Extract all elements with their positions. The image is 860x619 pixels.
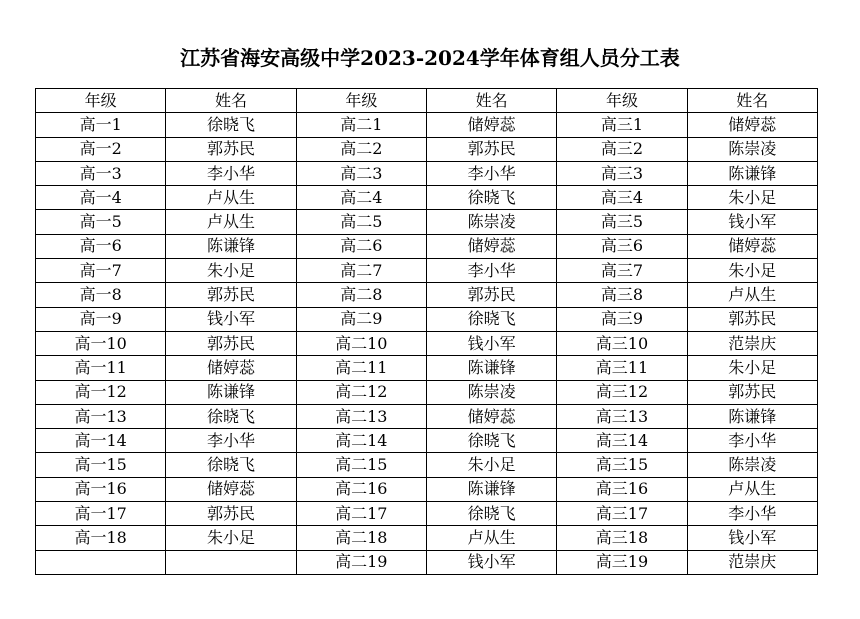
name-cell: 朱小足	[687, 186, 817, 210]
grade-cell: 高二7	[296, 259, 426, 283]
grade-cell: 高一2	[36, 137, 166, 161]
name-cell: 陈谦锋	[426, 477, 556, 501]
grade-cell: 高三14	[557, 429, 687, 453]
name-cell: 储婷蕊	[687, 234, 817, 258]
grade-cell: 高二19	[296, 550, 426, 574]
grade-cell: 高三16	[557, 477, 687, 501]
name-cell: 徐晓飞	[166, 404, 296, 428]
name-cell	[166, 550, 296, 574]
table-row	[36, 283, 818, 307]
name-cell: 郭苏民	[166, 502, 296, 526]
grade-cell: 高二11	[296, 356, 426, 380]
grade-cell: 高一3	[36, 161, 166, 185]
name-cell: 陈谦锋	[426, 356, 556, 380]
name-cell: 储婷蕊	[426, 113, 556, 137]
grade-cell: 高三19	[557, 550, 687, 574]
table-row	[36, 331, 818, 355]
table-row	[36, 550, 818, 574]
name-cell: 钱小军	[687, 526, 817, 550]
name-cell: 范崇庆	[687, 331, 817, 355]
grade-cell: 高二5	[296, 210, 426, 234]
name-cell: 朱小足	[687, 356, 817, 380]
grade-cell: 高二1	[296, 113, 426, 137]
grade-cell: 高一9	[36, 307, 166, 331]
name-cell: 朱小足	[426, 453, 556, 477]
grade-cell: 高二3	[296, 161, 426, 185]
grade-cell: 高一7	[36, 259, 166, 283]
name-cell: 陈崇凌	[687, 453, 817, 477]
header-cell-name: 姓名	[687, 89, 817, 113]
name-cell: 储婷蕊	[687, 113, 817, 137]
grade-cell: 高三17	[557, 502, 687, 526]
grade-cell: 高二10	[296, 331, 426, 355]
grade-cell: 高三5	[557, 210, 687, 234]
name-cell: 储婷蕊	[426, 234, 556, 258]
table-row	[36, 356, 818, 380]
table-row	[36, 210, 818, 234]
table-row	[36, 526, 818, 550]
grade-cell: 高三12	[557, 380, 687, 404]
name-cell: 朱小足	[166, 526, 296, 550]
grade-cell: 高一13	[36, 404, 166, 428]
table-row	[36, 429, 818, 453]
name-cell: 陈谦锋	[166, 380, 296, 404]
name-cell: 郭苏民	[166, 331, 296, 355]
grade-cell: 高三13	[557, 404, 687, 428]
grade-cell: 高一5	[36, 210, 166, 234]
grade-cell: 高一11	[36, 356, 166, 380]
grade-cell: 高二15	[296, 453, 426, 477]
name-cell: 郭苏民	[166, 137, 296, 161]
grade-cell: 高三2	[557, 137, 687, 161]
table-row	[36, 259, 818, 283]
grade-cell: 高三3	[557, 161, 687, 185]
name-cell: 陈崇凌	[426, 210, 556, 234]
name-cell: 范崇庆	[687, 550, 817, 574]
name-cell: 钱小军	[426, 331, 556, 355]
name-cell: 卢从生	[687, 283, 817, 307]
grade-cell: 高三10	[557, 331, 687, 355]
grade-cell: 高二8	[296, 283, 426, 307]
name-cell: 郭苏民	[426, 283, 556, 307]
table-row	[36, 453, 818, 477]
grade-cell: 高三4	[557, 186, 687, 210]
name-cell: 郭苏民	[426, 137, 556, 161]
name-cell: 储婷蕊	[166, 356, 296, 380]
name-cell: 郭苏民	[166, 283, 296, 307]
table-row	[36, 113, 818, 137]
header-row	[36, 89, 818, 113]
table-row	[36, 161, 818, 185]
grade-cell: 高三1	[557, 113, 687, 137]
page-title: 江苏省海安高级中学2023-2024学年体育组人员分工表	[180, 46, 680, 70]
header-cell-name: 姓名	[426, 89, 556, 113]
name-cell: 李小华	[687, 429, 817, 453]
grade-cell	[36, 550, 166, 574]
name-cell: 朱小足	[687, 259, 817, 283]
name-cell: 徐晓飞	[166, 453, 296, 477]
grade-cell: 高一6	[36, 234, 166, 258]
name-cell: 徐晓飞	[426, 502, 556, 526]
name-cell: 陈谦锋	[687, 404, 817, 428]
name-cell: 储婷蕊	[166, 477, 296, 501]
header-cell-grade: 年级	[296, 89, 426, 113]
name-cell: 李小华	[166, 429, 296, 453]
table-row	[36, 307, 818, 331]
name-cell: 李小华	[687, 502, 817, 526]
grade-cell: 高一17	[36, 502, 166, 526]
name-cell: 徐晓飞	[426, 307, 556, 331]
name-cell: 李小华	[426, 161, 556, 185]
name-cell: 李小华	[166, 161, 296, 185]
name-cell: 朱小足	[166, 259, 296, 283]
name-cell: 徐晓飞	[426, 186, 556, 210]
grade-cell: 高二14	[296, 429, 426, 453]
name-cell: 卢从生	[687, 477, 817, 501]
grade-cell: 高一15	[36, 453, 166, 477]
grade-cell: 高一4	[36, 186, 166, 210]
grade-cell: 高二13	[296, 404, 426, 428]
name-cell: 郭苏民	[687, 380, 817, 404]
grade-cell: 高三15	[557, 453, 687, 477]
grade-cell: 高三18	[557, 526, 687, 550]
name-cell: 钱小军	[166, 307, 296, 331]
grade-cell: 高二4	[296, 186, 426, 210]
grade-cell: 高一10	[36, 331, 166, 355]
name-cell: 徐晓飞	[166, 113, 296, 137]
name-cell: 钱小军	[687, 210, 817, 234]
name-cell: 陈谦锋	[687, 161, 817, 185]
table-row	[36, 137, 818, 161]
name-cell: 钱小军	[426, 550, 556, 574]
grade-cell: 高二6	[296, 234, 426, 258]
header-cell-grade: 年级	[36, 89, 166, 113]
header-cell-grade: 年级	[557, 89, 687, 113]
table-row	[36, 234, 818, 258]
grade-cell: 高二2	[296, 137, 426, 161]
staff-assignment-table	[35, 88, 818, 575]
table-row	[36, 477, 818, 501]
name-cell: 储婷蕊	[426, 404, 556, 428]
name-cell: 陈崇凌	[687, 137, 817, 161]
table-row	[36, 404, 818, 428]
grade-cell: 高二18	[296, 526, 426, 550]
name-cell: 陈崇凌	[426, 380, 556, 404]
grade-cell: 高二17	[296, 502, 426, 526]
grade-cell: 高一1	[36, 113, 166, 137]
grade-cell: 高二16	[296, 477, 426, 501]
name-cell: 郭苏民	[687, 307, 817, 331]
table-row	[36, 380, 818, 404]
header-cell-name: 姓名	[166, 89, 296, 113]
name-cell: 卢从生	[426, 526, 556, 550]
name-cell: 李小华	[426, 259, 556, 283]
grade-cell: 高三7	[557, 259, 687, 283]
name-cell: 陈谦锋	[166, 234, 296, 258]
grade-cell: 高二12	[296, 380, 426, 404]
grade-cell: 高三9	[557, 307, 687, 331]
grade-cell: 高一8	[36, 283, 166, 307]
grade-cell: 高二9	[296, 307, 426, 331]
name-cell: 徐晓飞	[426, 429, 556, 453]
table-row	[36, 502, 818, 526]
grade-cell: 高一16	[36, 477, 166, 501]
table-row	[36, 186, 818, 210]
grade-cell: 高一14	[36, 429, 166, 453]
grade-cell: 高三8	[557, 283, 687, 307]
grade-cell: 高一18	[36, 526, 166, 550]
name-cell: 卢从生	[166, 210, 296, 234]
grade-cell: 高三6	[557, 234, 687, 258]
grade-cell: 高一12	[36, 380, 166, 404]
table-body	[36, 89, 818, 575]
name-cell: 卢从生	[166, 186, 296, 210]
grade-cell: 高三11	[557, 356, 687, 380]
